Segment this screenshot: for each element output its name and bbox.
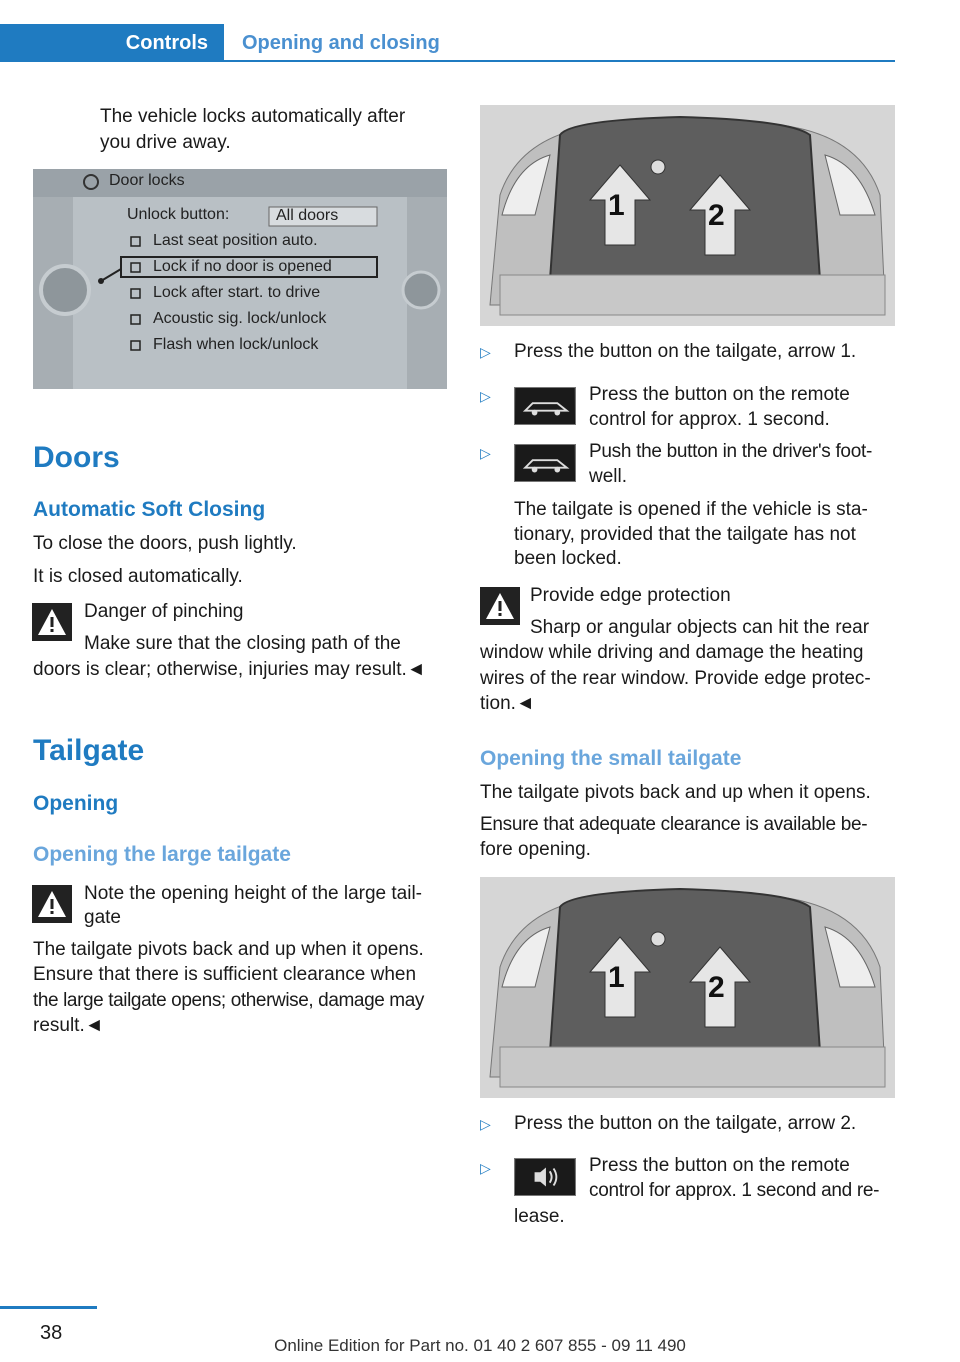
bullet-icon: ▷ [480, 1116, 491, 1132]
small-tailgate-heading: Opening the small tailgate [480, 747, 742, 770]
horn-key-icon [514, 1158, 576, 1196]
step-remote: control for approx. 1 second. [589, 409, 830, 430]
tailgate-image-1 [480, 105, 895, 326]
arrow-1-label: 1 [608, 961, 625, 994]
screen-unlock-value: All doors [276, 207, 339, 224]
tailgate-body: The tailgate pivots back and up when it opens. [33, 939, 424, 960]
opening-heading: Opening [33, 792, 119, 815]
warning-icon [32, 885, 72, 923]
edge-warning-line: wires of the rear window. Provide edge protec- [480, 668, 871, 689]
arrow-2-label: 2 [708, 199, 725, 232]
edge-warning-line: window while driving and damage the heating [480, 642, 864, 663]
step-remote-release: lease. [514, 1206, 565, 1227]
small-tailgate-para: The tailgate pivots back and up when it opens. [480, 782, 871, 803]
warning-icon [480, 587, 520, 625]
edge-warning-line: Sharp or angular objects can hit the rear [530, 617, 870, 638]
doors-para-2: It is closed automatically. [33, 566, 243, 587]
tailgate-key-icon [514, 444, 576, 482]
bullet-icon: ▷ [480, 344, 491, 360]
tailgate-image-2 [480, 877, 895, 1098]
step-footwell: well. [589, 466, 628, 487]
tailgate-body: result.◄ [33, 1015, 104, 1036]
intro-text: The vehicle locks automatically after you drive away. [100, 106, 406, 153]
screen-option: Flash when lock/unlock [153, 336, 319, 353]
height-note: gate [84, 907, 121, 928]
screen-option: Lock if no door is opened [153, 258, 332, 275]
arrow-2-label: 2 [708, 971, 725, 1004]
soft-closing-heading: Automatic Soft Closing [33, 498, 266, 521]
small-tailgate-para: Ensure that adequate clearance is available be- [480, 814, 868, 835]
warning-icon [32, 603, 72, 641]
edition-footer: Online Edition for Part no. 01 40 2 607 855 - 09 11 490 [274, 1336, 686, 1355]
edge-warning-title: Provide edge protection [530, 585, 731, 606]
large-tailgate-heading: Opening the large tailgate [33, 843, 291, 866]
bullet-icon: ▷ [480, 445, 491, 461]
step-remote-release: Press the button on the remote [589, 1155, 850, 1176]
pinch-warning-line: doors is clear; otherwise, injuries may result.◄ [33, 659, 426, 680]
arrow-1-label: 1 [608, 189, 625, 222]
step-remote: Press the button on the remote [589, 384, 850, 405]
step-remote-release: control for approx. 1 second and re- [589, 1180, 880, 1201]
page-number: 38 [40, 1322, 63, 1344]
screen-title: Door locks [109, 172, 185, 189]
edge-warning-line: tion.◄ [480, 693, 535, 714]
step-footwell: Push the button in the driver's foot- [589, 441, 872, 462]
doors-heading: Doors [33, 441, 120, 474]
pinch-warning-title: Danger of pinching [84, 601, 244, 622]
screen-option: Acoustic sig. lock/unlock [153, 310, 327, 327]
door-locks-screen-image [33, 169, 447, 389]
height-note: Note the opening height of the large tail- [84, 883, 423, 904]
footwell-note: The tailgate is opened if the vehicle is sta- [514, 499, 868, 520]
doors-para-1: To close the doors, push lightly. [33, 533, 297, 554]
header-section-tab[interactable]: Controls [0, 24, 224, 62]
header-rule [224, 60, 895, 62]
step-tailgate-arrow-2: Press the button on the tailgate, arrow 2. [514, 1113, 857, 1134]
pinch-warning-line: Make sure that the closing path of the [84, 633, 401, 654]
screen-unlock-label: Unlock button: [127, 206, 230, 223]
footwell-note: been locked. [514, 548, 622, 569]
tailgate-body: the large tailgate opens; otherwise, damage may [33, 990, 424, 1011]
header-topic-tab[interactable]: Opening and closing [242, 31, 440, 54]
small-tailgate-para: fore opening. [480, 839, 591, 860]
footer-rule [0, 1306, 97, 1309]
bullet-icon: ▷ [480, 388, 491, 404]
screen-option: Last seat position auto. [153, 232, 318, 249]
screen-option: Lock after start. to drive [153, 284, 321, 301]
tailgate-key-icon [514, 387, 576, 425]
tailgate-body: Ensure that there is sufficient clearance when [33, 964, 417, 985]
step-tailgate-arrow-1: Press the button on the tailgate, arrow 1. [514, 341, 857, 362]
bullet-icon: ▷ [480, 1160, 491, 1176]
footwell-note: tionary, provided that the tailgate has not [514, 524, 856, 545]
tailgate-heading: Tailgate [33, 734, 145, 767]
